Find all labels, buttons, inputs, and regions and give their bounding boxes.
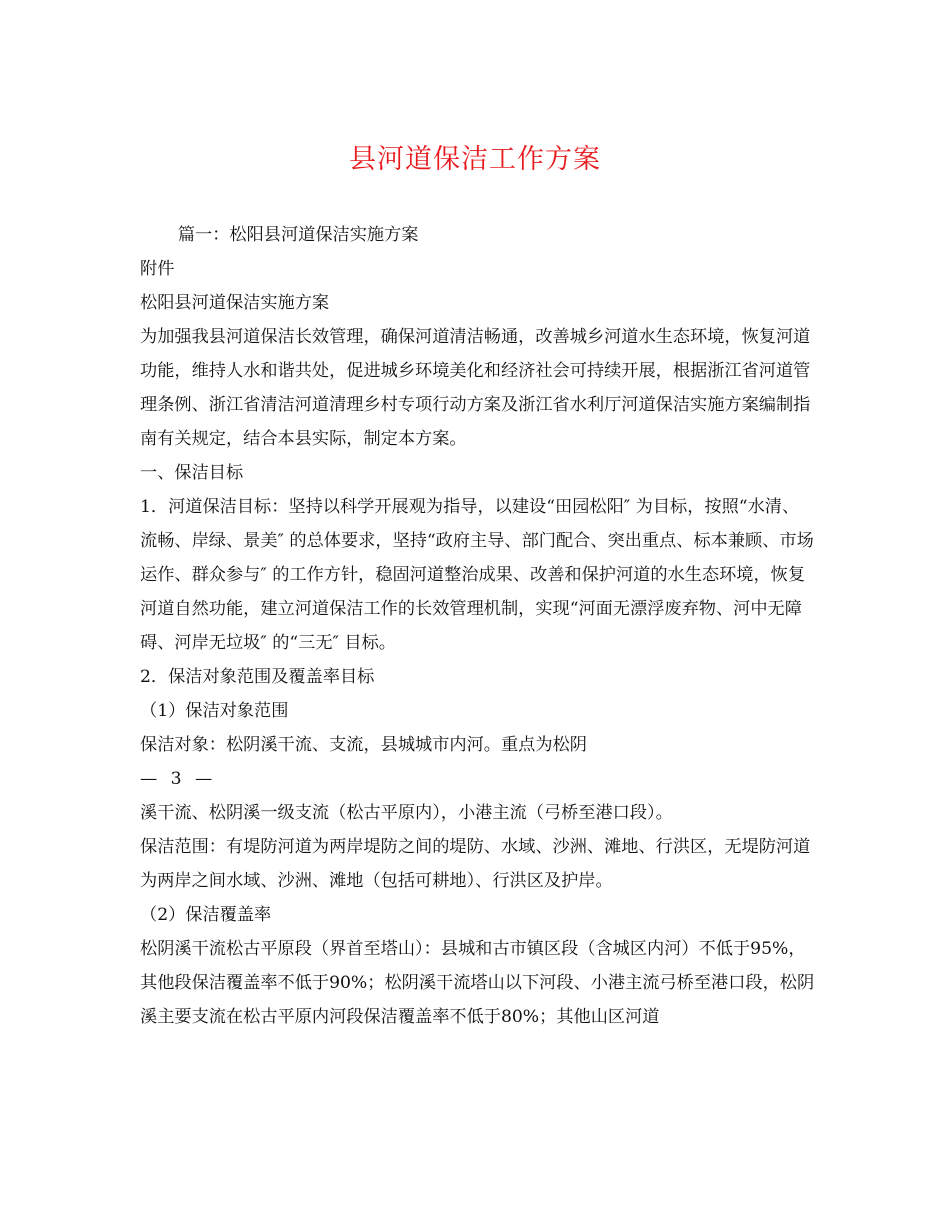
- section-heading: 篇一：松阳县河道保洁实施方案: [177, 225, 419, 245]
- coverage-paragraph: 松阴溪干流松古平原段（界首至塔山）：县城和古市镇区段（含城区内河）不低于95%，其他段保洁覆盖率不低于90%；松阴溪干流塔山以下河段、小港主流弓桥至港口段，松阴溪主要支流在松古平原内河段保洁覆盖率不低于80%；其他山区河道: [140, 939, 815, 1027]
- subheading-scope: （1）保洁对象范围: [140, 701, 289, 721]
- intro-paragraph: 为加强我县河道保洁长效管理，确保河道清洁畅通，改善城乡河道水生态环境，恢复河道功能，维持人水和谐共处，促进城乡环境美化和经济社会可持续开展，根据浙江省河道管理条例、浙江省清洁河道清理乡村专项行动方案及浙江省水利厅河道保洁实施方案编制指南有关规定，结合本县实际，制定本方案。: [140, 327, 811, 449]
- plan-title: 松阳县河道保洁实施方案: [140, 293, 330, 313]
- page-number-marker: — 3 —: [140, 769, 217, 789]
- scope-objects-continued: 溪干流、松阴溪一级支流（松古平原内），小港主流（弓桥至港口段）。: [140, 803, 673, 823]
- document-title: 县河道保洁工作方案: [349, 144, 601, 175]
- heading-cleaning-goals: 一、保洁目标: [140, 463, 244, 483]
- scope-objects-paragraph: 保洁对象：松阴溪干流、支流，县城城市内河。重点为松阴: [140, 735, 587, 755]
- scope-range-paragraph: 保洁范围：有堤防河道为两岸堤防之间的堤防、水域、沙洲、滩地、行洪区，无堤防河道为两岸之间水域、沙洲、滩地（包括可耕地）、行洪区及护岸。: [140, 837, 811, 891]
- document-body: [140, 218, 816, 1034]
- heading-scope-coverage: 2．保洁对象范围及覆盖率目标: [140, 667, 375, 687]
- goal-paragraph: 1．河道保洁目标：坚持以科学开展观为指导，以建设“田园松阳″ 为目标，按照“水清、流畅、岸绿、景美″ 的总体要求，坚持“政府主导、部门配合、突出重点、标本兼顾、市场运作、群众参与″ 的工作方针，稳固河道整治成果、改善和保护河道的水生态环境，恢复河道自然功能，建立河道保洁工作的长效管理机制，实现“河面无漂浮废弃物、河中无障碍、河岸无垃圾″ 的“三无″ 目标。: [140, 497, 814, 653]
- attachment-label: 附件: [140, 259, 175, 279]
- subheading-coverage: （2）保洁覆盖率: [140, 905, 272, 925]
